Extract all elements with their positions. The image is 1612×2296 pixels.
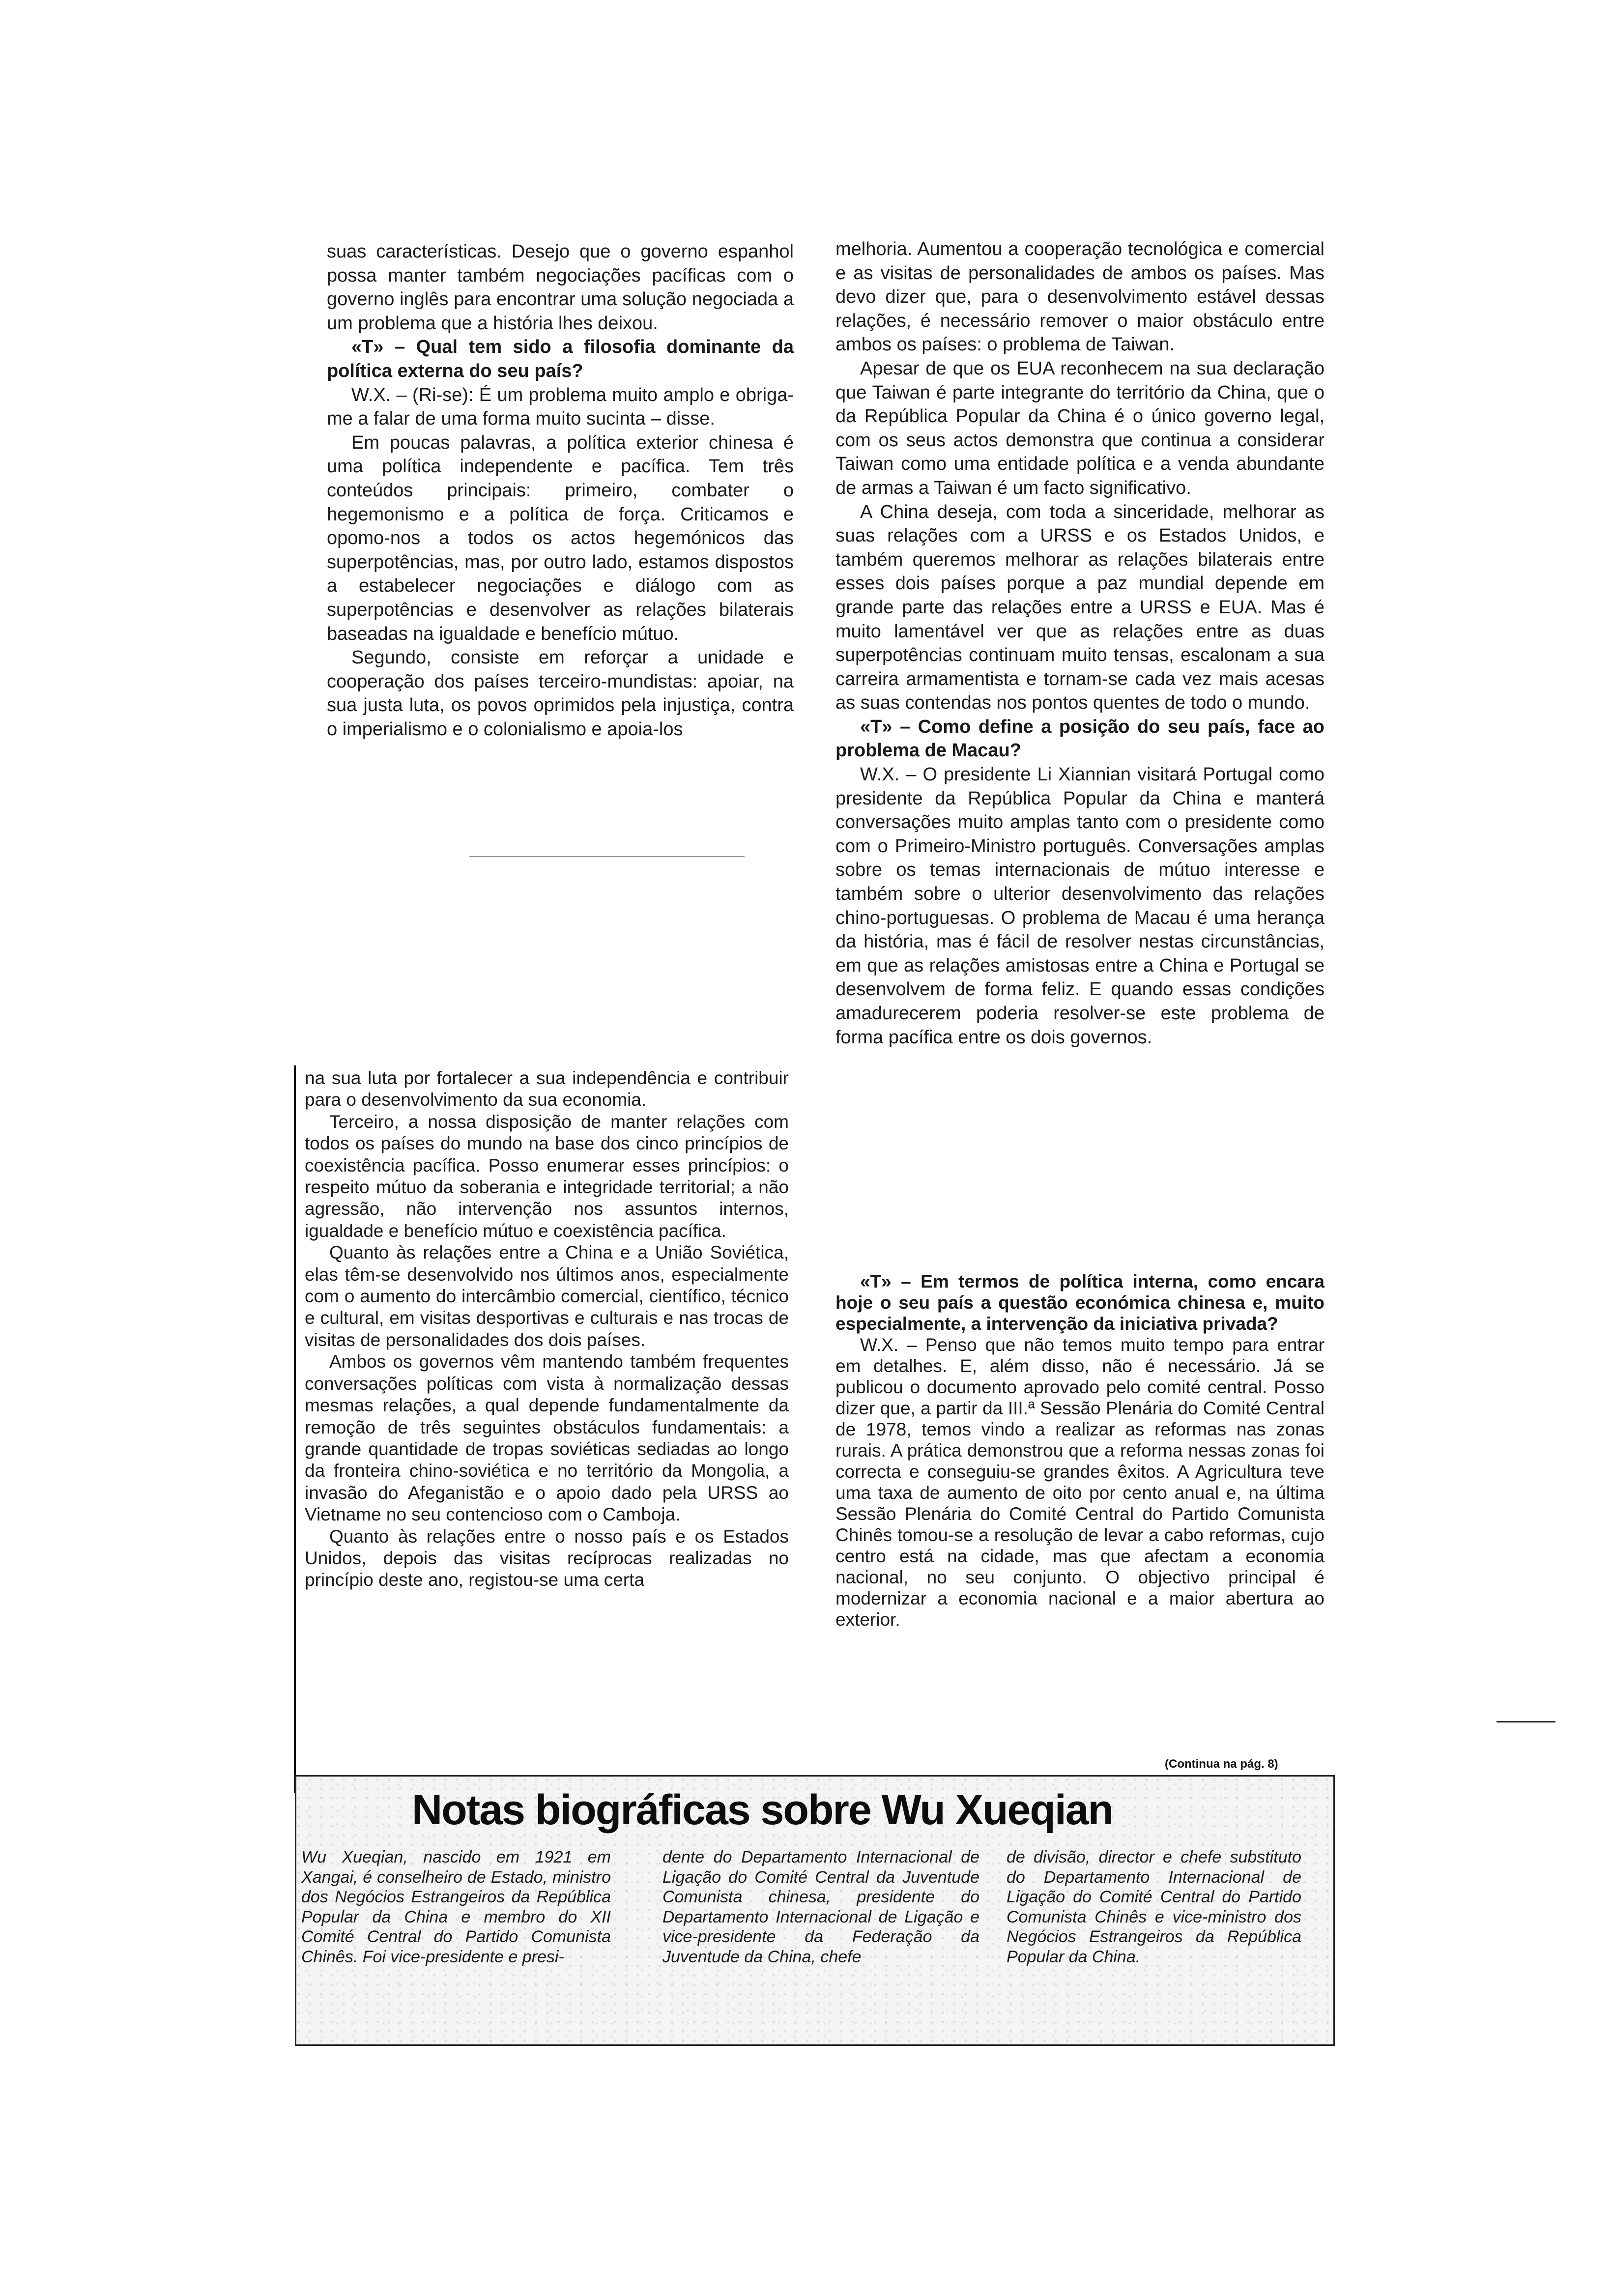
article-column-1 xyxy=(327,240,794,741)
article-column-3 xyxy=(305,1067,789,1591)
paragraph: Em poucas palavras, a política exterior chinesa é uma política independente e pacífica. Tem três conteúdos principais: primeiro, combater o hegemonismo e a política de força. Criticamos e opomo-nos a todos os actos hegemónicos das superpotências, mas, por outro lado, estamos dispostos a estabelecer negociações e diálogo com as superpotências e desenvolver as relações bilaterais baseadas na igualdade e benefício mútuo. xyxy=(327,432,794,644)
paragraph: Ambos os governos vêm mantendo também frequentes conversações políticas com vista à normalização dessas mesmas relações, a qual depende fundamentalmente da remoção de três seguintes obstáculos fundamentais: a grande quantidade de tropas soviéticas sediadas ao longo da fronteira chino-soviética e no território da Mongolia, a invasão do Afeganistão e o apoio dado pela URSS ao Vietname no seu contencioso com o Camboja. xyxy=(305,1351,789,1525)
biography-box xyxy=(295,1775,1335,2046)
paragraph: A China deseja, com toda a sinceridade, melhorar as suas relações com a URSS e os Estados Unidos, e também queremos melhorar as relações bilaterais entre esses dois países porque a paz mundial depende em grande parte das relações entre a URSS e EUA. Mas é muito lamentável ver que as relações entre as duas superpotências continuam muito tensas, escalonam a sua carreira armamentista e tornam-se cada vez mais acesas as suas contendas nos pontos quentes de todo o mundo. xyxy=(835,501,1324,714)
paragraph: Segundo, consiste em reforçar a unidade e cooperação dos países terceiro-mundistas: apoiar, na sua justa luta, os povos oprimidos pela injustiça, contra o imperialismo e o colonialismo e apoia-los xyxy=(327,647,794,740)
interview-question: «T» – Em termos de política interna, como encara hoje o seu país a questão económica chinesa e, muito especialmente, a intervenção da iniciativa privada? xyxy=(835,1271,1324,1334)
biography-column-1: Wu Xueqian, nascido em 1921 em Xangai, é conselheiro de Estado, ministro dos Negócios Estrangeiros da República Popular da China e membro do XII Comité Central do Partido Comunista Chinês. Foi vice-presidente e presi- xyxy=(301,1848,611,1966)
paragraph: W.X. – O presidente Li Xiannian visitará Portugal como presidente da República Popular da China e manterá conversações muito amplas tanto com o presidente como com o Primeiro-Ministro português. Conversações amplas sobre os temas internacionais de mútuo interesse e também sobre o ulterior desenvolvimento das relações chino-portuguesas. O problema de Macau é uma herança da história, mas é fácil de resolver nestas circunstâncias, em que as relações amistosas entre a China e Portugal se desenvolvem de forma feliz. E quando essas condições amadurecerem poderia resolver-se este problema de forma pacífica entre os dois governos. xyxy=(835,764,1324,1048)
article-column-2 xyxy=(835,237,1324,1049)
paragraph: Apesar de que os EUA reconhecem na sua declaração que Taiwan é parte integrante do território da China, que o da República Popular da China é o único governo legal, com os seus actos demonstra que continua a considerar Taiwan como uma entidade política e a venda abundante de armas a Taiwan é um facto significativo. xyxy=(835,358,1324,498)
paragraph: suas características. Desejo que o governo espanhol possa manter também negociações pacíficas com o governo inglês para encontrar uma solução negociada a um problema que a história lhes deixou. xyxy=(327,241,794,334)
paragraph: melhoria. Aumentou a cooperação tecnológica e comercial e as visitas de personalidades de ambos os países. Mas devo dizer que, para o desenvolvimento estável dessas relações, é necessário remover o maior obstáculo entre ambos os países: o problema de Taiwan. xyxy=(835,239,1324,355)
biography-column-2: dente do Departamento Internacional de Ligação do Comité Central da Juventude Comunista chinesa, presidente do Departamento Internacional de Ligação e vice-presidente da Federação da Juventude da China, chefe xyxy=(662,1848,979,1966)
continued-note: (Continua na pág. 8) xyxy=(1165,1757,1278,1771)
interview-question: «T» – Qual tem sido a filosofia dominante da política externa do seu país? xyxy=(327,337,794,381)
biography-title: Notas biográficas sobre Wu Xueqian xyxy=(412,1786,1113,1834)
article-column-4 xyxy=(835,1271,1324,1630)
interview-question: «T» – Como define a posição do seu país, face ao problema de Macau? xyxy=(835,716,1324,761)
paragraph: W.X. – (Ri-se): É um problema muito amplo e obriga-me a falar de uma forma muito sucinta – disse. xyxy=(327,384,794,430)
paragraph: Terceiro, a nossa disposição de manter relações com todos os países do mundo na base dos cinco princípios de coexistência pacífica. Posso enumerar esses princípios: o respeito mútuo da soberania e integridade territorial; a não agressão, não intervenção nos assuntos internos, igualdade e benefício mútuo e coexistência pacífica. xyxy=(305,1111,789,1241)
paragraph: Quanto às relações entre a China e a União Soviética, elas têm-se desenvolvido nos últimos anos, especialmente com o aumento do intercâmbio comercial, científico, técnico e cultural, em visitas desportivas e culturais e nas trocas de visitas de personalidades dos dois países. xyxy=(305,1242,789,1350)
paragraph: W.X. – Penso que não temos muito tempo para entrar em detalhes. E, além disso, não é necessário. Já se publicou o documento aprovado pelo comité central. Posso dizer que, a partir da III.ª Sessão Plenária do Comité Central de 1978, temos vindo a realizar as reformas nas zonas rurais. A prática demonstrou que a reforma nessas zonas foi correcta e conseguiu-se grandes êxitos. A Agricultura teve uma taxa de aumento de oito por cento anual e, na última Sessão Plenária do Comité Central do Partido Comunista Chinês tomou-se a resolução de levar a cabo reformas, cujo centro está na cidade, mas que afectam a economia nacional, no seu conjunto. O objectivo principal é modernizar a economia nacional e a maior abertura ao exterior. xyxy=(835,1335,1324,1630)
paragraph: na sua luta por fortalecer a sua independência e contribuir para o desenvolvimento da sua economia. xyxy=(305,1068,789,1110)
biography-column-3: de divisão, director e chefe substituto do Departamento Internacional de Ligação do Comité Central do Partido Comunista Chinês e vice-ministro dos Negócios Estrangeiros da República Popular da China. xyxy=(1007,1848,1301,1966)
scan-mark xyxy=(469,856,745,857)
paragraph: Quanto às relações entre o nosso país e os Estados Unidos, depois das visitas recíprocas realizadas no princípio deste ano, registou-se uma certa xyxy=(305,1526,789,1590)
column-rule xyxy=(294,1065,296,1793)
scan-mark xyxy=(1497,1721,1555,1722)
